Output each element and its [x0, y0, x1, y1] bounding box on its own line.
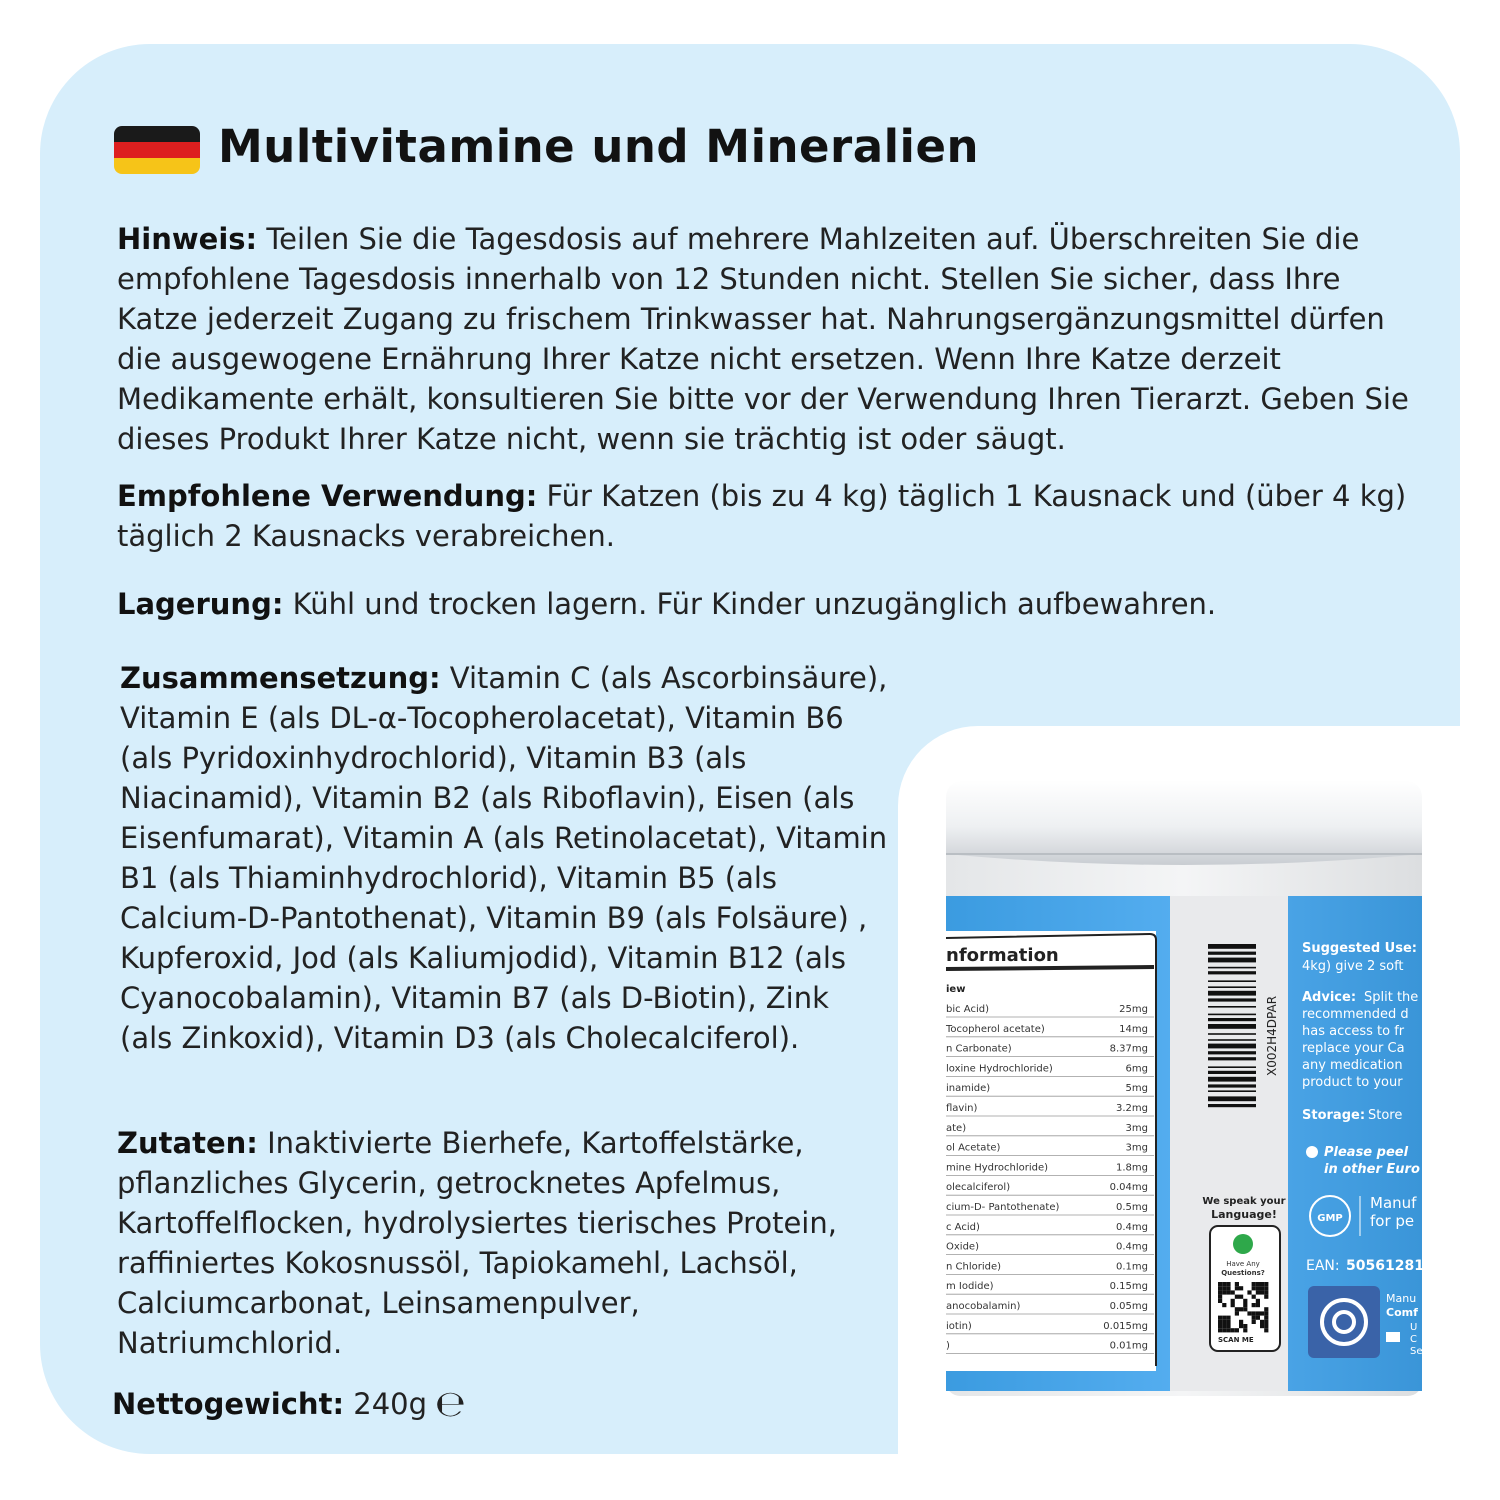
empfohlene-text: Für Katzen (bis zu 4 kg) täglich 1 Kausnack und (über 4 kg) täglich 2 Kausnacks verabreichen. — [117, 479, 1407, 553]
manu-line-2: Comf — [1386, 1306, 1418, 1319]
nutrition-row-amount: 5mg — [1125, 1083, 1148, 1095]
tiny-line-2: C — [1410, 1334, 1417, 1345]
empfohlene-label: Empfohlene Verwendung: — [117, 479, 538, 513]
advice-line-4: any medication — [1302, 1058, 1403, 1073]
nutrition-row-name: ate) — [946, 1122, 967, 1134]
nutrition-row-name: cium-D- Pantothenate) — [946, 1202, 1060, 1213]
peel-line-2: in other Euro — [1324, 1162, 1420, 1177]
nutrition-row-name: ol Acetate) — [946, 1142, 1001, 1154]
tiny-line-1: U — [1410, 1322, 1418, 1333]
storage-label: Storage: — [1302, 1108, 1366, 1123]
jar-lid — [946, 780, 1422, 865]
nutrition-row-amount: 1.8mg — [1116, 1162, 1148, 1174]
nutrition-row-amount: 0.01mg — [1109, 1340, 1148, 1352]
nutrition-row-name: loxine Hydrochloride) — [946, 1063, 1053, 1075]
nutrition-row-name: bic Acid) — [946, 1004, 989, 1015]
nutrition-row-amount: 0.5mg — [1116, 1202, 1148, 1213]
hinweis-label: Hinweis: — [117, 222, 258, 256]
nutrition-row-name: olecalciferol) — [946, 1182, 1011, 1194]
nutrition-row-amount: 0.4mg — [1116, 1221, 1148, 1233]
lagerung-label: Lagerung: — [117, 587, 284, 621]
zusammensetzung-label: Zusammensetzung: — [120, 661, 441, 695]
qr-question-line2: Questions? — [1221, 1269, 1265, 1277]
whatsapp-icon — [1233, 1234, 1253, 1254]
nettogewicht-label: Nettogewicht: — [112, 1387, 345, 1421]
peel-line-1: Please peel — [1324, 1145, 1409, 1160]
advice-first-line: Split the — [1364, 990, 1419, 1005]
german-flag-icon — [114, 126, 200, 174]
nutrition-row-name: ) — [946, 1340, 950, 1352]
manuf-line-2: for pe — [1370, 1212, 1415, 1230]
nutrition-row-amount: 0.1mg — [1116, 1261, 1148, 1273]
suggested-use-text: 4kg) give 2 soft — [1302, 959, 1404, 974]
advice-line-2: has access to fr — [1302, 1024, 1405, 1039]
zusammensetzung-paragraph — [120, 658, 890, 1058]
advice-line-3: replace your Ca — [1302, 1041, 1405, 1056]
product-photo-panel — [898, 726, 1500, 1500]
empfohlene-verwendung-paragraph — [117, 476, 1427, 556]
nutrition-row-amount: 0.15mg — [1109, 1281, 1148, 1293]
brand-logo-box — [1308, 1286, 1380, 1358]
suggested-use-label: Suggested Use: — [1302, 941, 1417, 956]
gmp-seal-text: GMP — [1317, 1213, 1343, 1224]
page-title: Multivitamine und Mineralien — [218, 120, 980, 173]
estimated-sign-icon: ℮ — [435, 1384, 466, 1425]
flag-stripe-red — [114, 142, 200, 158]
lagerung-text: Kühl und trocken lagern. Für Kinder unzugänglich aufbewahren. — [283, 587, 1217, 621]
nettogewicht-value: 240g — [344, 1387, 428, 1421]
nutrition-row-amount: 0.05mg — [1109, 1301, 1148, 1312]
nutrition-row-name: c Acid) — [946, 1221, 980, 1233]
product-jar-image — [898, 726, 1500, 1500]
speak-language-line1: We speak your — [1202, 1196, 1286, 1207]
ean-label: EAN: — [1306, 1258, 1340, 1274]
hinweis-paragraph — [117, 219, 1427, 459]
advice-line-5: product to your — [1302, 1075, 1403, 1090]
nutrition-row-amount: 6mg — [1125, 1063, 1148, 1075]
qr-question-line1: Have Any — [1226, 1260, 1260, 1268]
zutaten-label: Zutaten: — [117, 1126, 258, 1160]
zutaten-paragraph — [117, 1123, 857, 1363]
nutrition-subheading: iew — [946, 984, 966, 995]
nutrition-row-name: n Carbonate) — [946, 1043, 1012, 1055]
storage-text: Store — [1368, 1108, 1403, 1123]
nutrition-row-name: iotin) — [946, 1320, 972, 1332]
uk-flag-icon — [1386, 1332, 1400, 1342]
nutrition-row-name: flavin) — [946, 1103, 978, 1114]
hinweis-text: Teilen Sie die Tagesdosis auf mehrere Mahlzeiten auf. Überschreiten Sie die empfohlene Tagesdosis innerhalb von 12 Stunden nicht. Stellen Sie sicher, dass Ihre Katze jederzeit Zugang zu frischem Trinkwasser hat. Nahrungsergänzungsmittel dürfen die ausgewogene Ernährung Ihrer Katze nicht ersetzen. Wenn Ihre Katze derzeit Medikamente erhält, konsultieren Sie bitte vor der Verwendung Ihren Tierarzt. Geben Sie dieses Produkt Ihrer Katze nicht, wenn sie trächtig ist oder säugt. — [117, 222, 1409, 456]
advice-line-1: recommended d — [1302, 1007, 1409, 1022]
nutrition-row-name: Oxide) — [946, 1241, 979, 1253]
flag-stripe-black — [114, 126, 200, 142]
info-icon — [1306, 1146, 1318, 1158]
ean-value: 50561281 — [1346, 1258, 1424, 1274]
nutrition-row-name: Tocopherol acetate) — [946, 1023, 1045, 1035]
speak-language-line2: Language! — [1211, 1208, 1277, 1221]
nutrition-heading: nformation — [946, 945, 1059, 966]
nutrition-row-amount: 0.04mg — [1109, 1182, 1148, 1194]
nutrition-row-amount: 0.4mg — [1116, 1241, 1148, 1253]
advice-label: Advice: — [1302, 990, 1357, 1005]
flag-stripe-gold — [114, 158, 200, 174]
nutrition-row-name: inamide) — [946, 1083, 991, 1095]
nutrition-row-name: mine Hydrochloride) — [946, 1162, 1049, 1174]
nutrition-row-amount: 25mg — [1119, 1004, 1148, 1015]
manu-line-1: Manu — [1386, 1292, 1417, 1305]
zutaten-text: Inaktivierte Bierhefe, Kartoffelstärke, pflanzliches Glycerin, getrocknetes Apfelmus, Kartoffelflocken, hydrolysiertes tierisches Protein, raffiniertes Kokosnussöl, Tapiokamehl, Lachsöl, Calciumcarbonat, Leinsamenpulver, Natriumchlorid. — [117, 1126, 837, 1360]
nutrition-row-name: anocobalamin) — [946, 1301, 1021, 1312]
nutrition-row-amount: 8.37mg — [1109, 1043, 1148, 1055]
nutrition-row-amount: 14mg — [1119, 1023, 1148, 1035]
nutrition-row-amount: 0.015mg — [1103, 1320, 1148, 1332]
nutrition-row-amount: 3mg — [1125, 1142, 1148, 1154]
scan-me-label: SCAN ME — [1218, 1336, 1254, 1344]
lagerung-paragraph — [117, 584, 1427, 624]
nutrition-row-name: n Chloride) — [946, 1261, 1002, 1273]
barcode-text: X002H4DPAR — [1265, 995, 1279, 1076]
nutrition-row-amount: 3.2mg — [1116, 1103, 1148, 1114]
nutrition-row-amount: 3mg — [1125, 1122, 1148, 1134]
zusammensetzung-text: Vitamin C (als Ascorbinsäure), Vitamin E (als DL-α-Tocopherolacetat), Vitamin B6 (als Pyridoxinhydrochlorid), Vitamin B3 (als Niacinamid), Vitamin B2 (als Riboflavin), Eisen (als Eisenfumarat), Vitamin A (als Retinolacetat), Vitamin B1 (als Thiaminhydrochlorid), Vitamin B5 (als Calcium-D-Pantothenat), Vitamin B9 (als Folsäure) , Kupferoxid, Jod (als Kaliumjodid), Vitamin B12 (als Cyanocobalamin), Vitamin B7 (als D-Biotin), Zink (als Zinkoxid), Vitamin D3 (als Cholecalciferol). — [120, 661, 888, 1055]
manuf-line-1: Manuf — [1370, 1194, 1417, 1212]
nettogewicht-paragraph — [112, 1384, 466, 1425]
nutrition-row-name: m Iodide) — [946, 1281, 994, 1293]
tiny-line-3: Se — [1410, 1346, 1423, 1357]
